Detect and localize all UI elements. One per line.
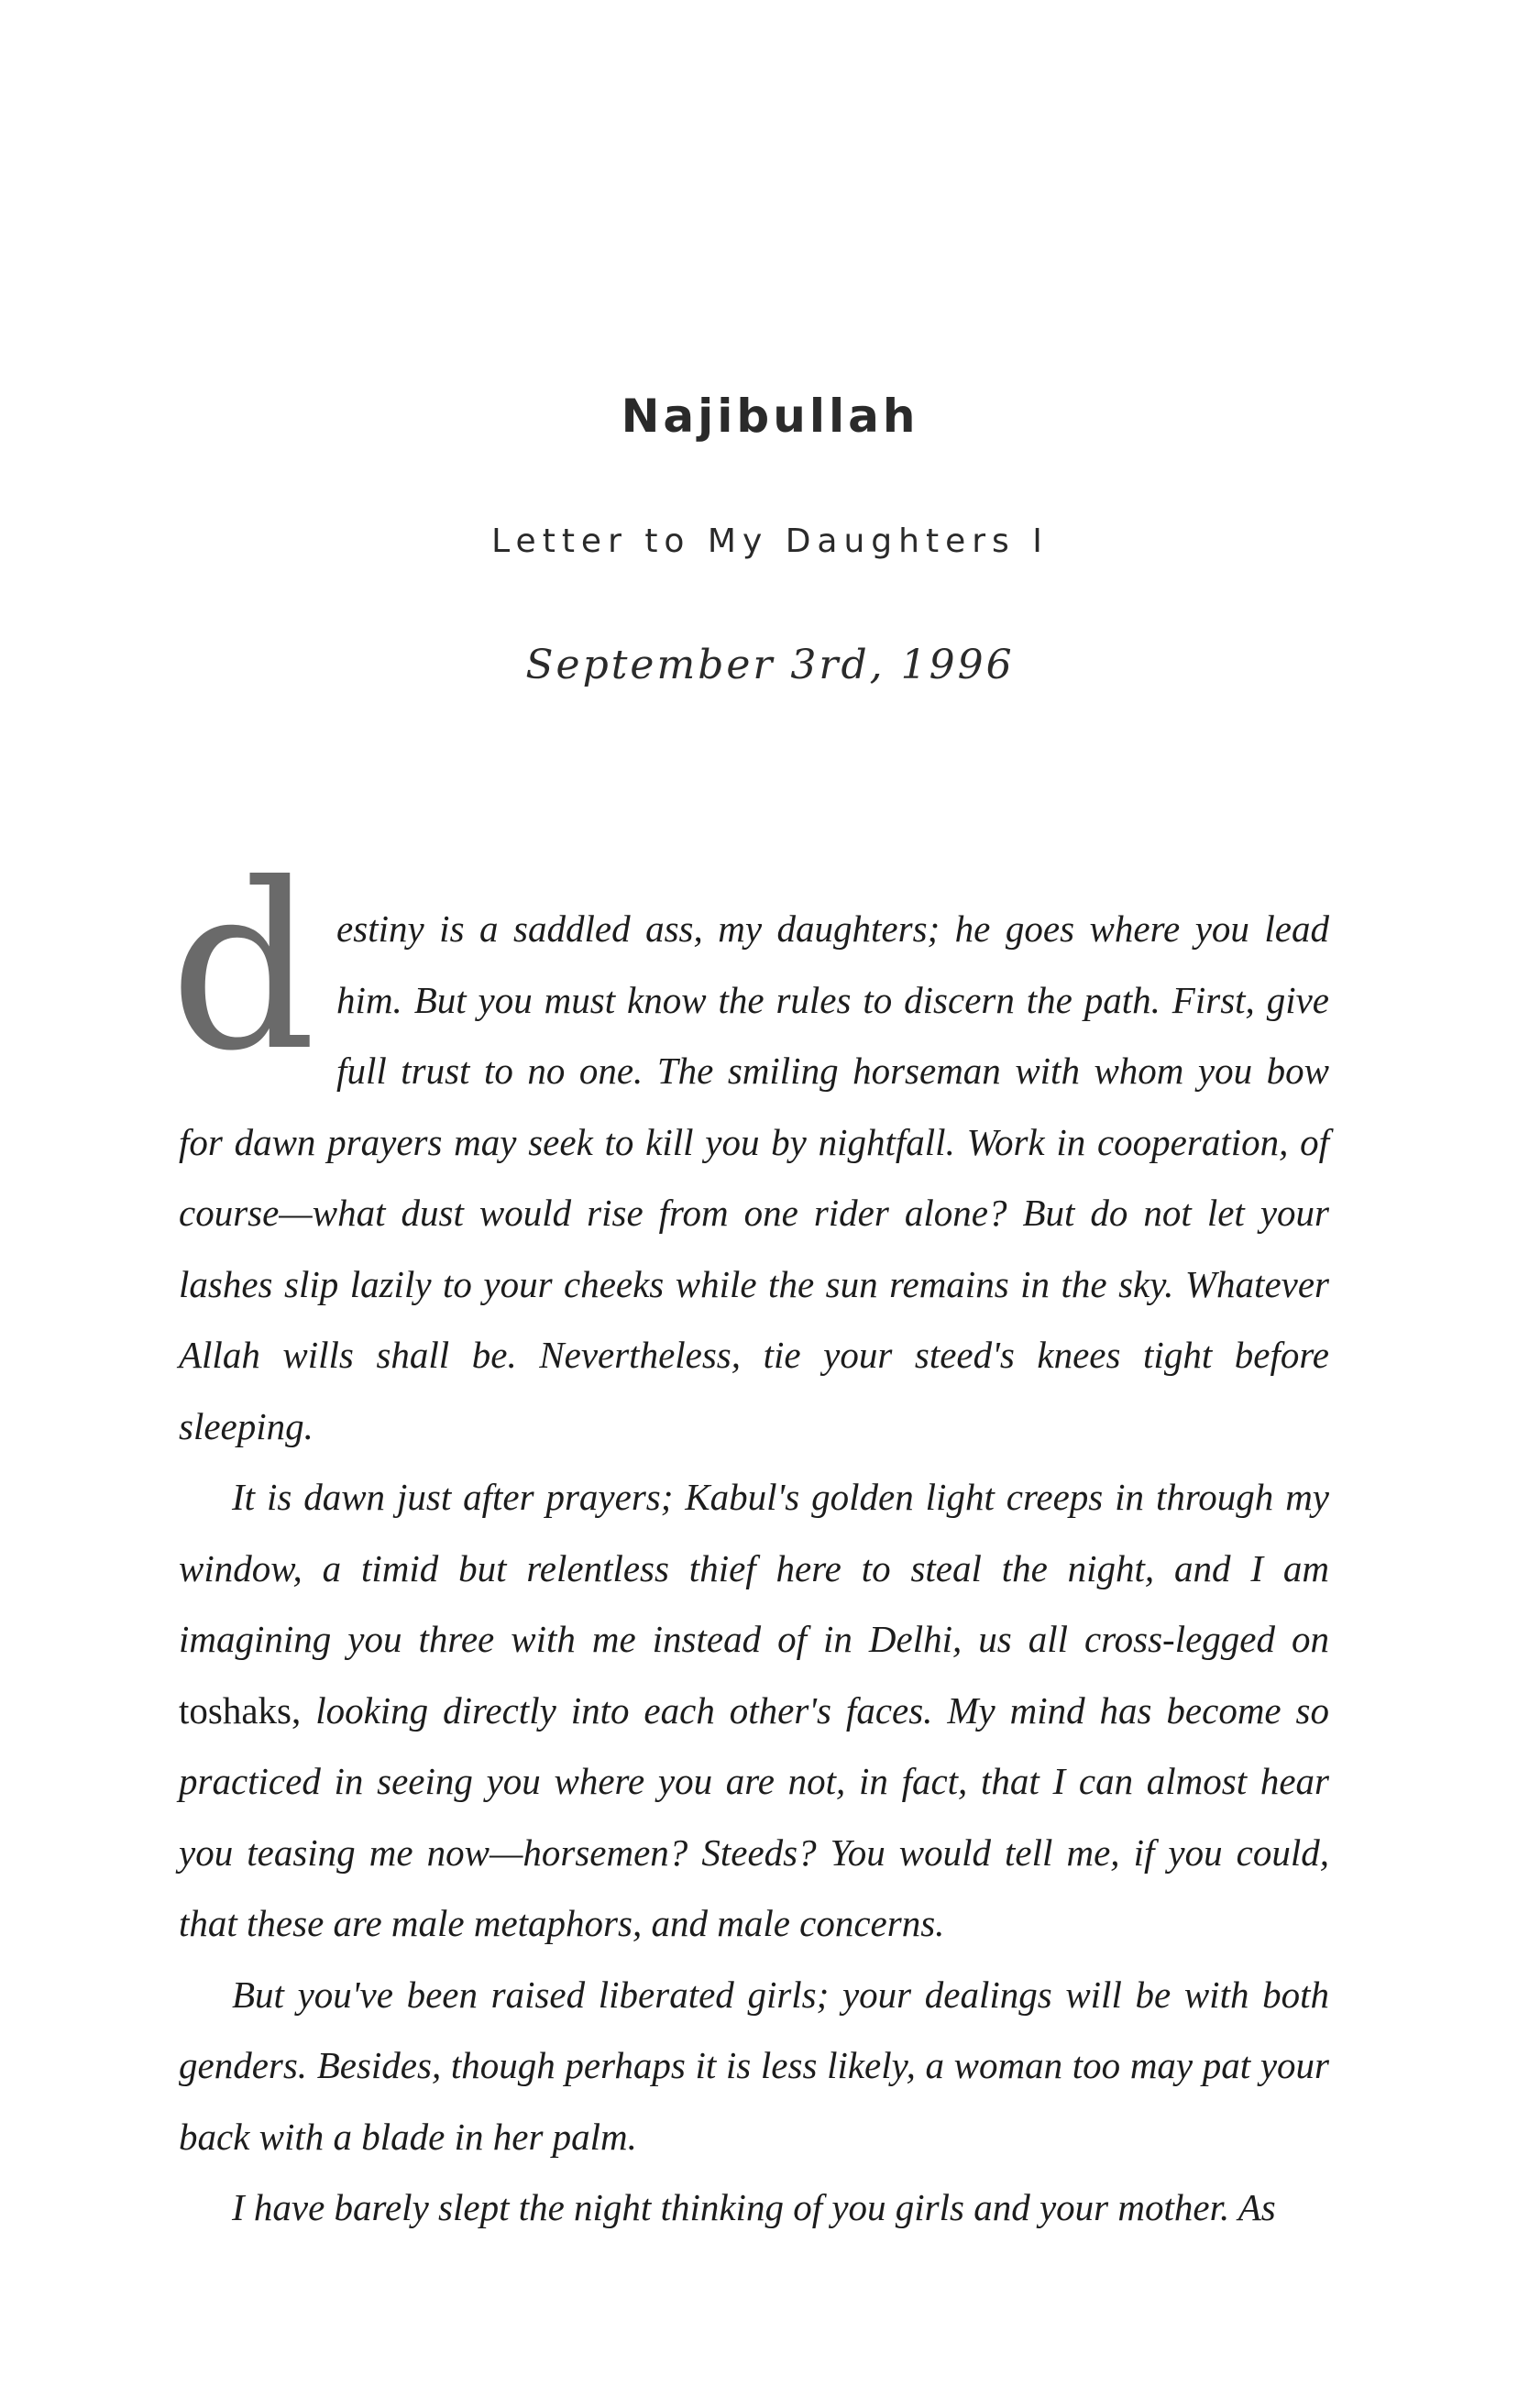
letter-body — [170, 834, 1330, 2244]
paragraph-4: I have barely slept the night thinking of you girls and your mother. As — [232, 2186, 1276, 2228]
author-heading: Najibullah — [621, 390, 919, 443]
letter-title: Letter to My Daughters I — [491, 522, 1049, 560]
paragraph-2 — [179, 1462, 1329, 1960]
paragraph-1-text: estiny is a saddled ass, my daughters; he goes where you lead him. But you must know the rules to discern the path. First, give full trust to no one. The smiling horseman with whom you bow for dawn prayers may seek to kill you by nightfall. Work in cooperation, of course—what dust would rise from one rider alone? But do not let your lashes slip lazily to your cheeks while the sun remains in the sky. Whatever Allah wills shall be. Nevertheless, tie your steed's knees tight before sleeping. — [179, 907, 1329, 1447]
paragraph-2-text-a: It is dawn just after prayers; Kabul's golden light creeps in through my window, a timid but relentless thief here to steal the night, and I am imagining you three with me instead of in Delhi, us all cross-legged on — [179, 1476, 1329, 1660]
roman-word: toshaks, — [179, 1688, 302, 1732]
paragraph-2-text-b: looking directly into each other's faces. My mind has become so practiced in seeing you where you are not, in fact, that I can almost hear you teasing me now—horsemen? Steeds? You would tell me, if you could, that these are male metaphors, and male concerns. — [179, 1688, 1330, 1944]
paragraph-1 — [170, 834, 1329, 1462]
letter-date: September 3rd, 1996 — [525, 642, 1015, 688]
drop-cap: d — [170, 834, 317, 1101]
paragraph-3: But you've been raised liberated girls; your dealings will be with both genders. Besides, though perhaps it is less likely, a woman too may pat your back with a blade in her palm. — [179, 1973, 1329, 2158]
